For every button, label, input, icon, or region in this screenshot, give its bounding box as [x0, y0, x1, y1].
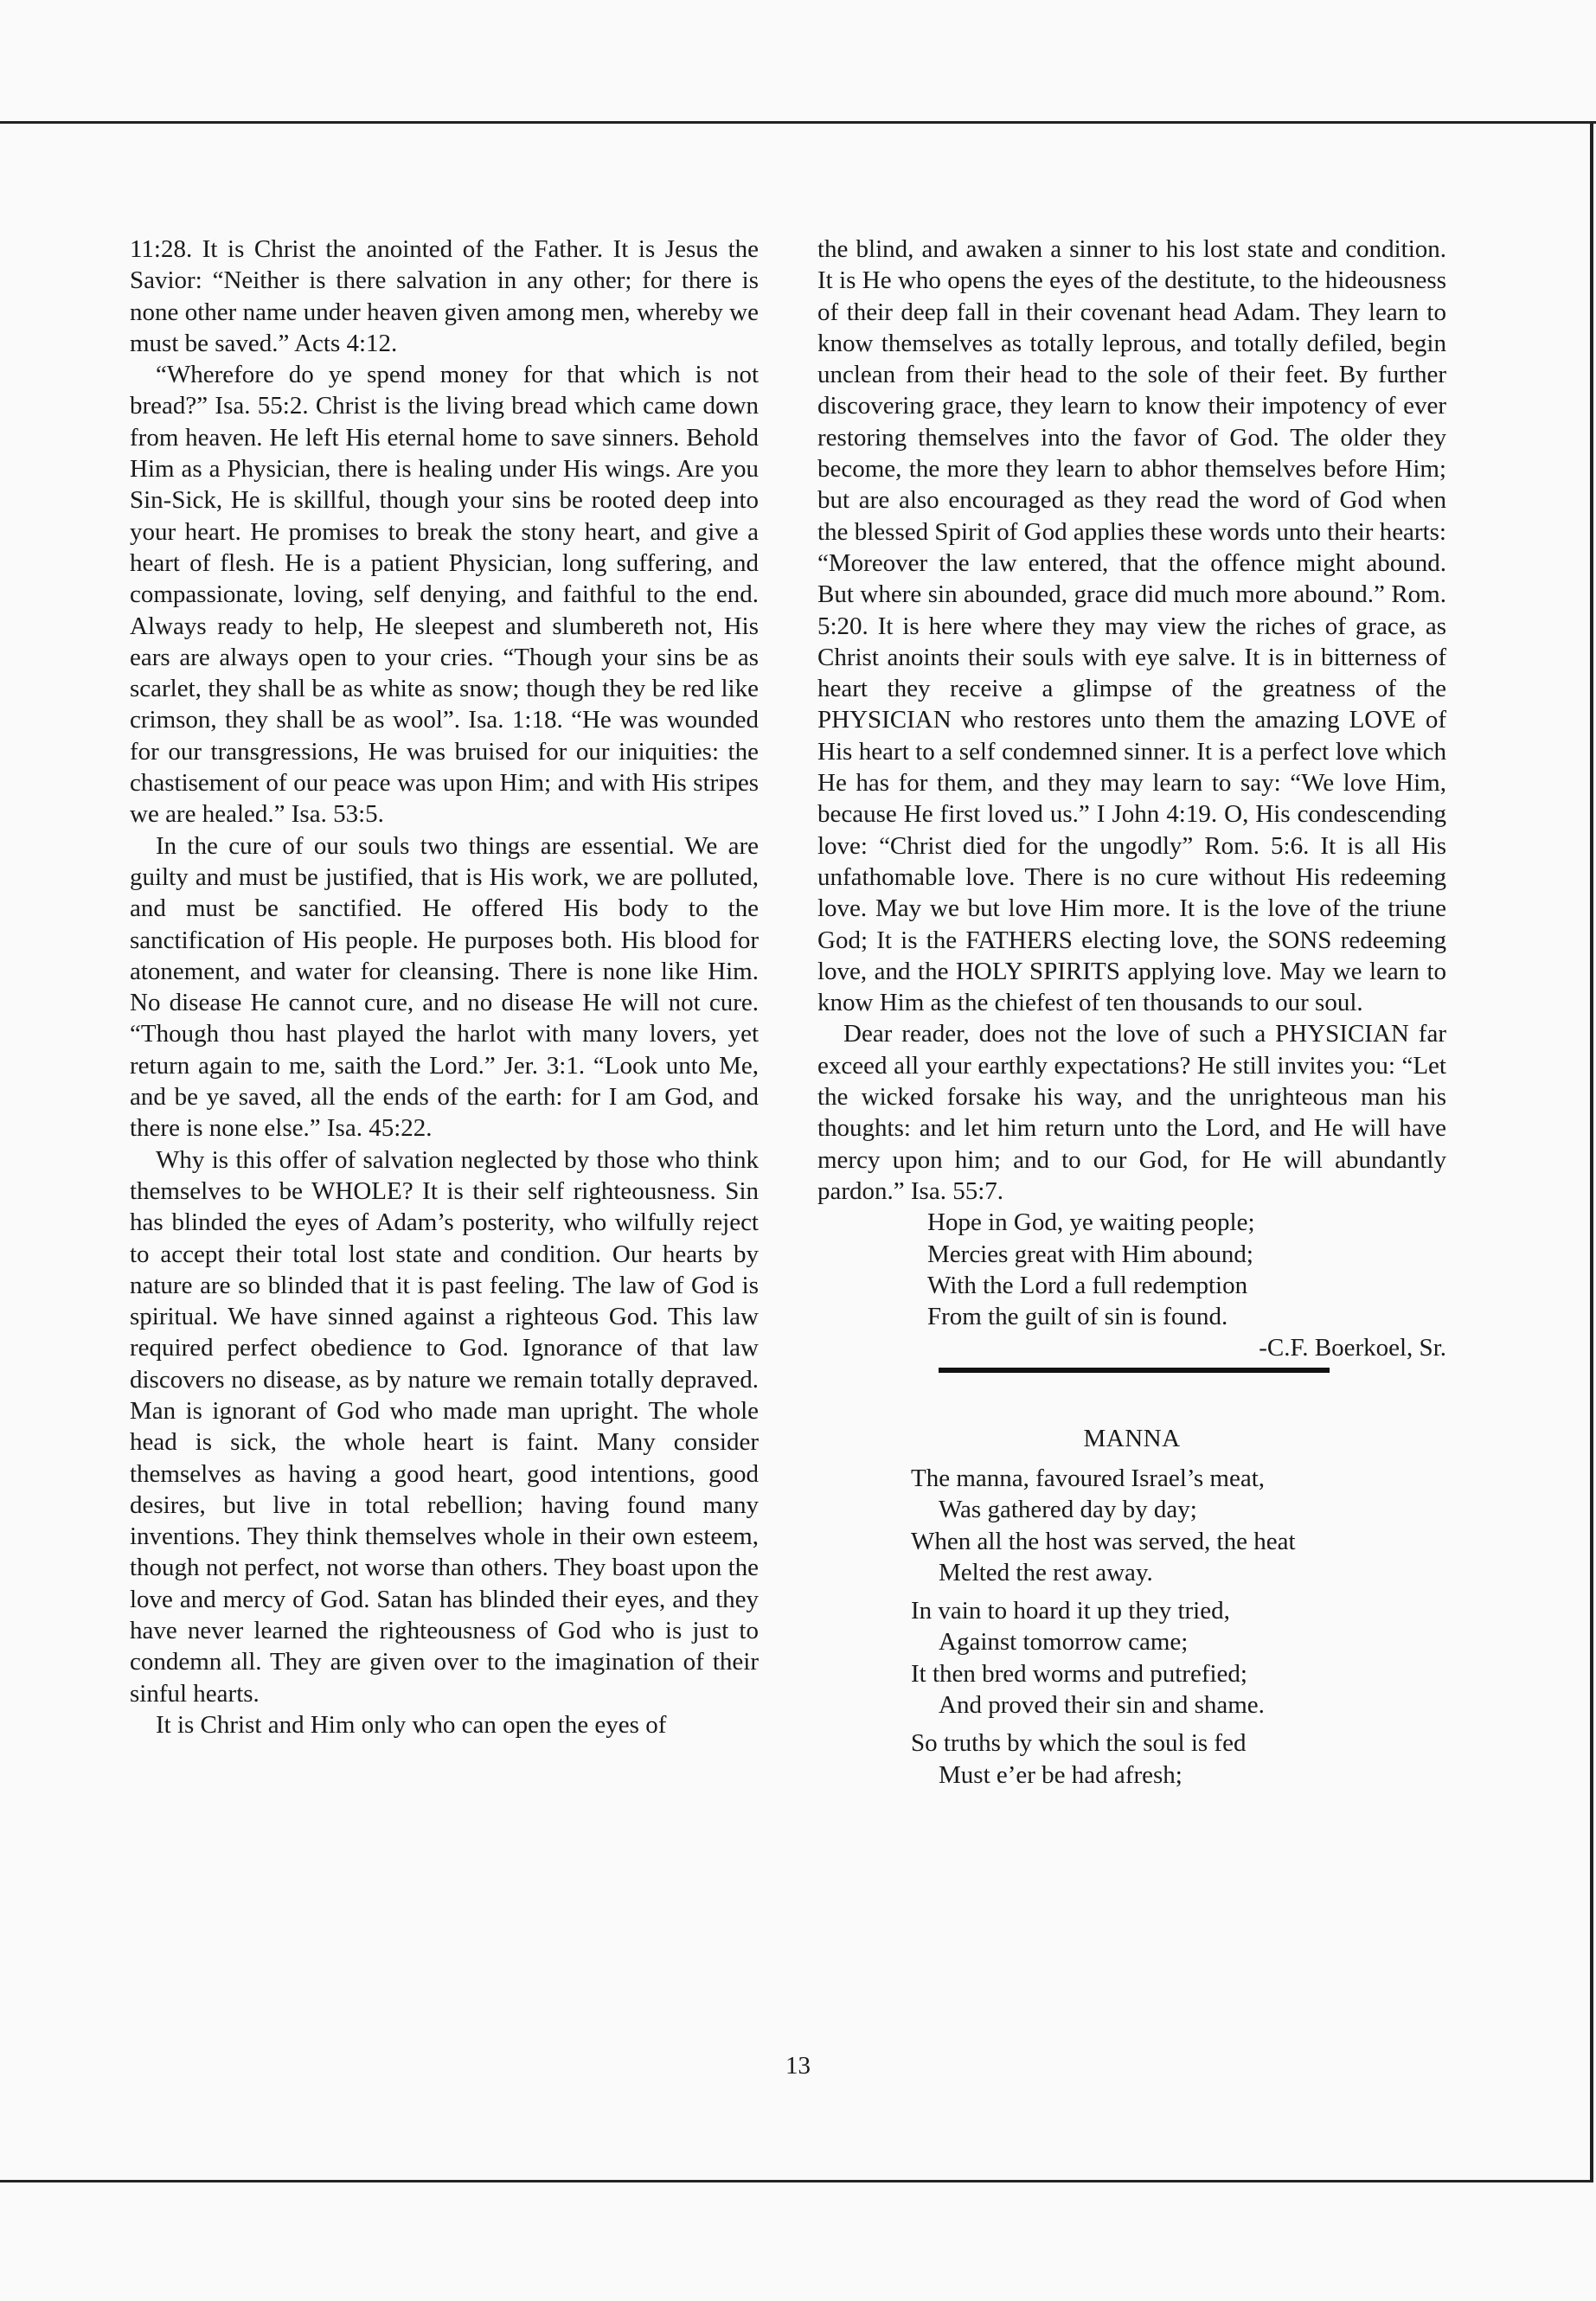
page-number: 13 — [785, 2052, 811, 2080]
poem-line: Melted the rest away. — [939, 1558, 1153, 1586]
frame-bottom-border — [0, 2180, 1593, 2182]
poem-line: When all the host was served, the heat — [911, 1527, 1296, 1555]
paragraph: 11:28. It is Christ the anointed of the Father. It is Jesus the Savior: “Neither is there salvation in any other; for there is none other name under heaven given among men, whereby we must be saved.” Acts 4:12. — [130, 235, 759, 357]
left-column — [130, 234, 759, 1740]
poem-line: Was gathered day by day; — [939, 1496, 1197, 1524]
poem-verse — [911, 1595, 1446, 1721]
poem-line: Against tomorrow came; — [939, 1628, 1189, 1657]
poem-line: The manna, favoured Israel’s meat, — [911, 1464, 1266, 1492]
hymn-stanza — [927, 1207, 1446, 1332]
frame-top-border — [0, 121, 1596, 124]
author-signature: -C.F. Boerkoel, Sr. — [1259, 1334, 1446, 1362]
poem-line: So truths by which the soul is fed — [911, 1729, 1247, 1758]
poem-title: MANNA — [1083, 1424, 1181, 1452]
poem — [911, 1463, 1446, 1791]
poem-line: And proved their sin and shame. — [939, 1691, 1265, 1720]
paragraph: the blind, and awaken a sinner to his lost state and condition. It is He who opens the eyes of the destitute, to the hideousness of their deep fall in their covenant head Adam. They learn to know themselves as totally leprous, and totally defiled, begin unclean from their head to the sole of their feet. By further discovering grace, they learn to know their impotency of ever restoring themselves into the favor of God. The older they become, the more they learn to abhor themselves before Him; but are also encouraged as they read the word of God when the blessed Spirit of God applies these words unto their hearts: “Moreover the law entered, that the offence might abound. But where sin abounded, grace did much more abound.” Rom. 5:20. It is here where they may view the riches of grace, as Christ anoints their souls with eye salve. It is in bitterness of heart they receive a glimpse of the greatness of the PHYSICIAN who restores unto them the amazing LOVE of His heart to a self condemned sinner. It is a perfect love which He has for them, and they may learn to say: “We love Him, because He first loved us.” I John 4:19. O, His condescending love: “Christ died for the ungodly” Rom. 5:6. It is all His unfathomable love. There is no cure without His redeeming love. May we but love Him more. It is the love of the triune God; It is the FATHERS electing love, the SONS redeeming love, and the HOLY SPIRITS applying love. May we learn to know Him as the chiefest of ten thousands to our soul. — [817, 235, 1446, 1017]
paragraph: “Wherefore do ye spend money for that which is not bread?” Isa. 55:2. Christ is the living bread which came down from heaven. He left His eternal home to save sinners. Behold Him as a Physician, there is healing under His wings. Are you Sin-Sick, He is skillful, though your sins be rooted deep into your heart. He promises to break the stony heart, and give a heart of flesh. He is a patient Physician, long suffering, and compassionate, loving, self denying, and faithful to the end. Always ready to help, He sleepest and slumbereth not, His ears are always open to your cries. “Though your sins be as scarlet, they shall be as white as snow; though they be red like crimson, they shall be as wool”. Isa. 1:18. “He was wounded for our transgressions, He was bruised for our iniquities: the chastisement of our peace was upon Him; and with His stripes we are healed.” Isa. 53:5. — [130, 361, 759, 829]
section-divider — [939, 1368, 1330, 1373]
poem-line: Must e’er be had afresh; — [939, 1760, 1183, 1789]
poem-line: It then bred worms and putrefied; — [911, 1659, 1247, 1688]
frame-right-border — [1590, 121, 1593, 2180]
paragraph: Dear reader, does not the love of such a PHYSICIAN far exceed all your earthly expectations? He still invites you: “Let the wicked forsake his way, and the unrighteous man his thoughts: and let him return unto the Lord, and He will have mercy upon him; and to our God, for He will abundantly pardon.” Isa. 55:7. — [817, 1020, 1446, 1205]
stanza-line: From the guilt of sin is found. — [927, 1303, 1228, 1331]
paragraph: It is Christ and Him only who can open the eyes of — [156, 1710, 667, 1739]
poem-verse — [911, 1727, 1446, 1791]
right-column — [817, 234, 1446, 1798]
poem-line: In vain to hoard it up they tried, — [911, 1597, 1230, 1625]
stanza-line: With the Lord a full redemption — [927, 1271, 1248, 1299]
poem-verse — [911, 1463, 1446, 1588]
paragraph: In the cure of our souls two things are essential. We are guilty and must be justified, that is His work, we are polluted, and must be sanctified. He offered His body to the sanctification of His people. He purposes both. His blood for atonement, and water for cleansing. There is none like Him. No disease He cannot cure, and no disease He will not cure. “Though thou hast played the harlot with many lovers, yet return again to me, saith the Lord.” Jer. 3:1. “Look unto Me, and be ye saved, all the ends of the earth: for I am God, and there is none else.” Isa. 45:22. — [130, 831, 759, 1143]
stanza-line: Hope in God, ye waiting people; — [927, 1208, 1255, 1237]
paragraph: Why is this offer of salvation neglected by those who think themselves to be WHOLE? It is their self righteousness. Sin has blinded the eyes of Adam’s posterity, who wilfully reject to accept their total lost state and condition. Our hearts by nature are so blinded that it is past feeling. The law of God is spiritual. We have sinned against a righteous God. This law required perfect obedience to God. Ignorance of that law discovers no disease, as by nature we remain totally depraved. Man is ignorant of God who made man upright. The whole head is sick, the whole heart is faint. Many consider themselves as having a good heart, good intentions, good desires, but live in total rebellion; having found many inventions. They think themselves whole in their own esteem, though not perfect, not worse than others. They boast upon the love and mercy of God. Satan has blinded their eyes, and they have never learned the righteousness of God who is just to condemn all. They are given over to the imagination of their sinful hearts. — [130, 1145, 759, 1708]
stanza-line: Mercies great with Him abound; — [927, 1240, 1253, 1268]
